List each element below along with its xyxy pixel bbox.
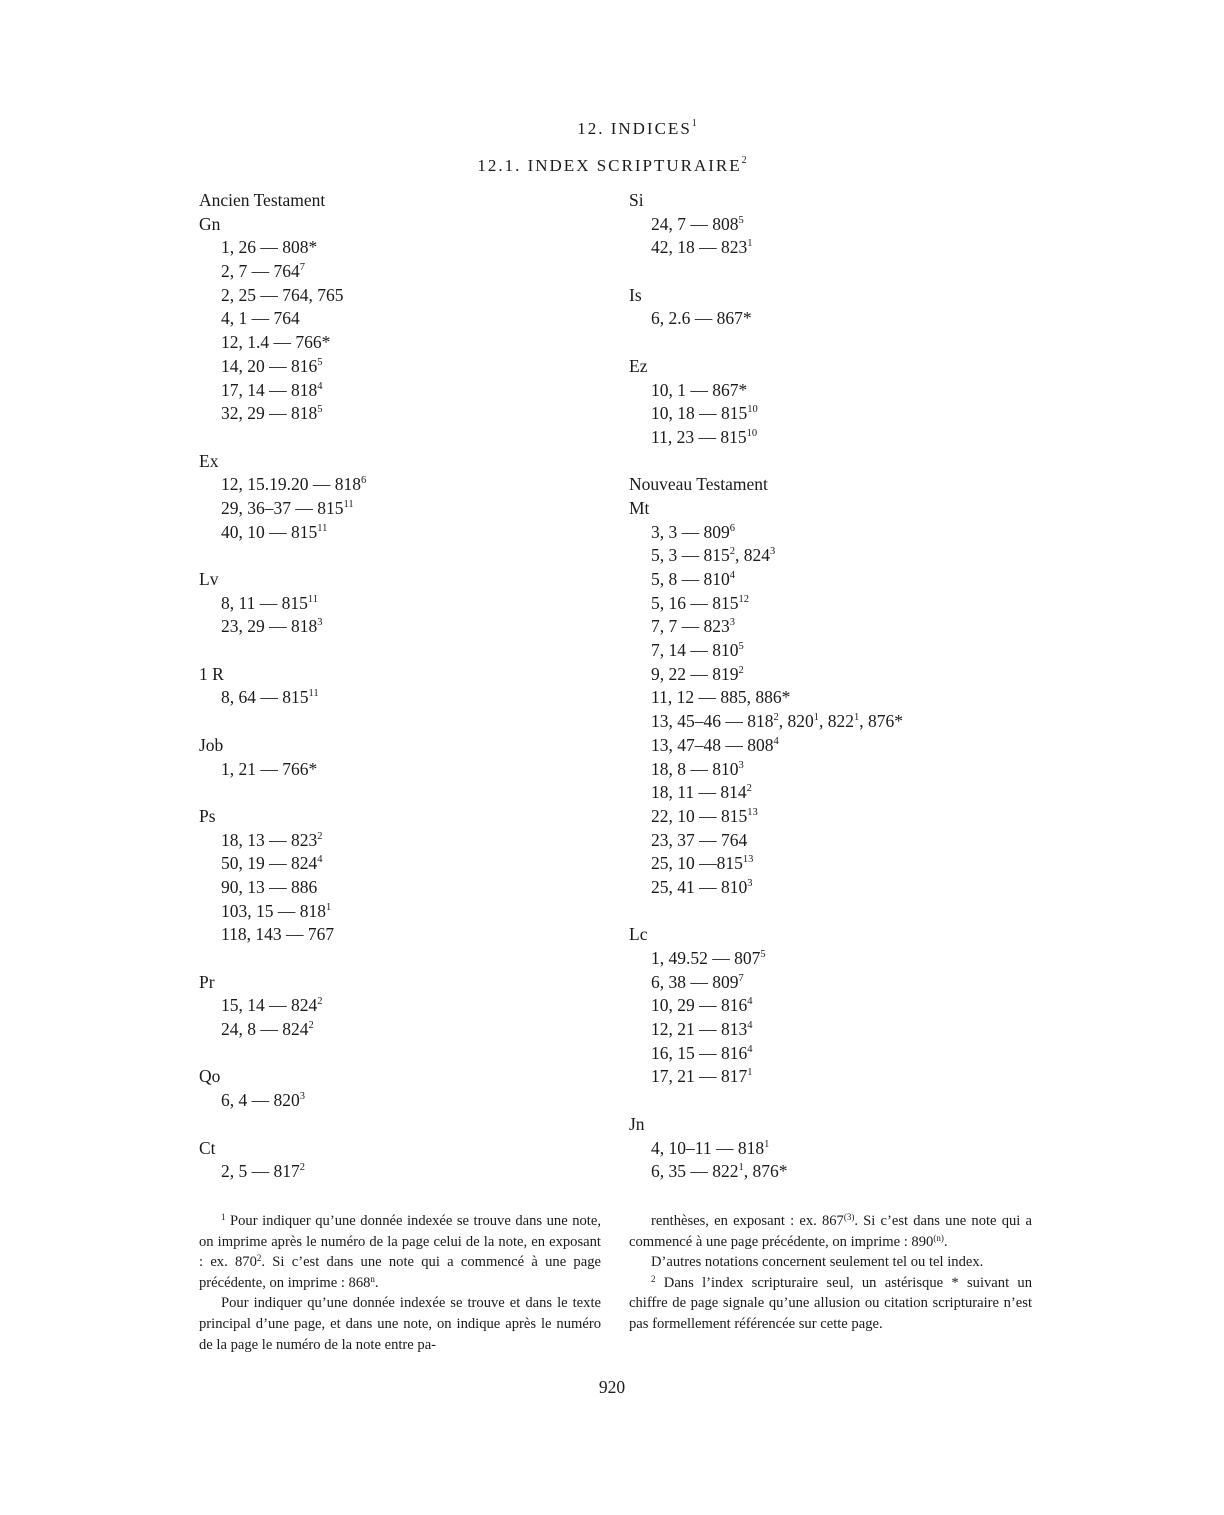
footnote-paragraph: [199, 1211, 601, 1293]
index-entry: [629, 971, 1049, 995]
spacer: [199, 1113, 599, 1137]
entry-text: 11, 12 — 885, 886*: [651, 687, 791, 708]
index-entry: [199, 1160, 599, 1184]
entry-text: Qo: [199, 1066, 221, 1087]
spacer: [199, 1042, 599, 1066]
entry-text: 5, 3 — 815: [651, 545, 730, 566]
footnote-superscript: n: [370, 1273, 375, 1284]
footnote-text: Pour indiquer qu’une donnée indexée se trouve dans une note, on imprime après le numéro de la page celui de la note, en exposant : ex. 870: [199, 1213, 601, 1271]
book-label: [629, 284, 1049, 308]
entry-text: 29, 36–37 — 815: [221, 497, 344, 518]
entry-text: 22, 10 — 815: [651, 805, 748, 826]
entry-text: , 820: [778, 711, 814, 732]
index-entry: [629, 852, 1049, 876]
index-entry: [199, 615, 599, 639]
book-label: [629, 1113, 1049, 1137]
index-entry: [199, 1089, 599, 1113]
note-number: 1: [326, 901, 332, 913]
entry-text: 1 R: [199, 663, 224, 684]
page-number: 920: [598, 1377, 626, 1397]
note-number: 13: [747, 806, 758, 818]
note-number: 2: [299, 1162, 305, 1174]
entry-text: 23, 37 — 764: [651, 829, 748, 850]
entry-text: 24, 7 — 808: [651, 213, 739, 234]
spacer: [199, 544, 599, 568]
note-number: 13: [742, 854, 754, 866]
book-label: [199, 805, 599, 829]
index-entry: [629, 544, 1049, 568]
footnote-text: renthèses, en exposant : ex. 867: [651, 1213, 844, 1229]
note-number: 3: [747, 877, 753, 889]
note-number: 4: [317, 854, 323, 866]
index-entry: [199, 497, 599, 521]
entry-text: 10, 18 — 815: [651, 403, 748, 424]
footnote-paragraph: [629, 1211, 1032, 1252]
index-entry: [629, 758, 1049, 782]
entry-text: 2, 25 — 764, 765: [221, 284, 344, 305]
testament-heading: [629, 473, 1049, 497]
note-number: 10: [747, 404, 758, 416]
book-label: [199, 734, 599, 758]
note-number: 2: [308, 1020, 314, 1032]
index-entry: [199, 307, 599, 331]
note-number: 5: [760, 949, 766, 960]
index-entry: [199, 521, 599, 545]
entry-text: Is: [629, 284, 642, 305]
entry-text: 6, 35 — 822: [651, 1161, 739, 1182]
chapter-title: 12. INDICES: [577, 119, 692, 138]
spacer: [629, 331, 1049, 355]
entry-text: , 876*: [859, 711, 903, 732]
entry-text: , 824: [735, 545, 770, 566]
note-number: 5: [317, 404, 323, 416]
entry-text: 1, 26 — 808*: [221, 237, 318, 258]
index-entry: [199, 852, 599, 876]
index-entry: [629, 686, 1049, 710]
entry-text: 14, 20 — 816: [221, 355, 318, 376]
entry-text: Job: [199, 734, 224, 755]
entry-text: 4, 10–11 — 818: [651, 1137, 765, 1158]
entry-text: 118, 143 — 767: [221, 924, 335, 945]
book-label: [629, 923, 1049, 947]
entry-text: 5, 16 — 815: [651, 592, 739, 613]
index-entry: [629, 402, 1049, 426]
index-entry: [629, 876, 1049, 900]
section-note-ref: 2: [741, 155, 747, 166]
book-label: [629, 189, 1049, 213]
note-number: 3: [317, 617, 323, 629]
spacer: [199, 639, 599, 663]
footnote-text: Dans l’index scripturaire seul, un astérisque * suivant un chiffre de page signale qu’une allusion ou citation scripturaire n’est pas formellement référencée sur cette page.: [629, 1274, 1032, 1332]
footnotes-right: [629, 1211, 1032, 1335]
index-entry: [199, 876, 599, 900]
note-number: 3: [738, 759, 744, 771]
note-number: 11: [343, 498, 354, 510]
entry-text: 18, 11 — 814: [651, 782, 747, 803]
entry-text: 32, 29 — 818: [221, 403, 318, 424]
footnote-text: .: [374, 1274, 379, 1291]
book-label: [199, 450, 599, 474]
entry-text: Ex: [199, 450, 219, 471]
index-entry: [199, 379, 599, 403]
footnote-superscript: (n): [933, 1232, 944, 1243]
note-number: 2: [317, 996, 323, 1008]
footnotes-left: [199, 1211, 601, 1355]
index-entry: [199, 284, 599, 308]
index-entry: [629, 615, 1049, 639]
entry-text: 4, 1 — 764: [221, 308, 300, 329]
spacer: [629, 450, 1049, 474]
footnote-superscript: (3): [843, 1212, 855, 1222]
index-entry: [199, 994, 599, 1018]
chapter-note-ref: 1: [691, 118, 697, 129]
note-number: 4: [747, 996, 753, 1008]
entry-text: Lv: [199, 569, 219, 589]
footnote-text: Pour indiquer qu’une donnée indexée se trouve et dans le texte principal d’une page, et dans une note, on indique après le numéro de la page le numéro de la note entre pa-: [199, 1295, 601, 1353]
note-number: 4: [317, 380, 323, 392]
index-entry: [199, 923, 599, 947]
entry-text: 11, 23 — 815: [651, 426, 747, 447]
footnote-paragraph: [629, 1273, 1032, 1335]
entry-text: 8, 11 — 815: [221, 592, 308, 613]
entry-text: Gn: [199, 213, 221, 234]
spacer: [629, 900, 1049, 924]
entry-text: 10, 1 — 867*: [651, 379, 748, 400]
book-label: [629, 355, 1049, 379]
index-entry: [629, 426, 1049, 450]
note-number: 3: [729, 617, 735, 629]
note-number: 5: [738, 641, 744, 653]
testament-heading: [199, 189, 599, 213]
entry-text: Jn: [629, 1113, 645, 1134]
note-number: 2: [317, 830, 323, 842]
index-entry: [629, 734, 1049, 758]
index-entry: [629, 521, 1049, 545]
note-number: 2: [773, 712, 779, 724]
entry-text: 10, 29 — 816: [651, 995, 748, 1016]
entry-text: 23, 29 — 818: [221, 616, 318, 637]
entry-text: 5, 8 — 810: [651, 569, 730, 589]
index-entry: [629, 592, 1049, 616]
index-entry: [629, 710, 1049, 734]
index-entry: [629, 805, 1049, 829]
entry-text: 12, 21 — 813: [651, 1019, 748, 1040]
note-number: 5: [738, 214, 744, 226]
index-entry: [629, 947, 1049, 971]
spacer: [199, 947, 599, 971]
entry-text: Si: [629, 190, 644, 210]
index-entry: [199, 236, 599, 260]
entry-text: 17, 14 — 818: [221, 379, 318, 400]
note-number: 2: [746, 783, 752, 795]
index-entry: [629, 236, 1049, 260]
index-entry: [629, 568, 1049, 592]
footnote-paragraph: [199, 1293, 601, 1355]
entry-text: 18, 13 — 823: [221, 829, 318, 850]
book-label: [629, 497, 1049, 521]
footnote-paragraph: [629, 1252, 1032, 1273]
entry-text: 12, 15.19.20 — 818: [221, 474, 361, 495]
note-number: 1: [738, 1162, 744, 1174]
entry-text: 9, 22 — 819: [651, 663, 739, 684]
index-entry: [629, 307, 1049, 331]
entry-text: 6, 38 — 809: [651, 971, 739, 992]
index-entry: [199, 758, 599, 782]
entry-text: Nouveau Testament: [629, 474, 768, 495]
index-entry: [629, 994, 1049, 1018]
index-entry: [199, 331, 599, 355]
note-number: 1: [747, 238, 753, 250]
index-entry: [629, 1160, 1049, 1184]
spacer: [199, 426, 599, 450]
section-heading: [0, 155, 1224, 176]
book-label: [199, 213, 599, 237]
index-entry: [199, 900, 599, 924]
entry-text: 16, 15 — 816: [651, 1042, 748, 1063]
note-number: 1: [764, 1138, 770, 1150]
entry-text: 15, 14 — 824: [221, 995, 318, 1016]
note-number: 1: [813, 712, 819, 724]
entry-text: 25, 41 — 810: [651, 876, 748, 897]
note-number: 12: [738, 593, 749, 605]
entry-text: 42, 18 — 823: [651, 237, 748, 258]
entry-text: 90, 13 — 886: [221, 876, 318, 897]
footnote-superscript: 1: [221, 1212, 226, 1222]
note-number: 11: [317, 522, 328, 534]
index-entry: [629, 213, 1049, 237]
note-number: 2: [729, 546, 735, 558]
note-number: 6: [361, 475, 367, 487]
entry-text: , 876*: [743, 1161, 788, 1182]
footnote-text: D’autres notations concernent seulement tel ou tel index.: [651, 1254, 984, 1271]
book-label: [199, 568, 599, 592]
note-number: 1: [854, 712, 860, 724]
book-label: [199, 1065, 599, 1089]
index-column-right: [629, 189, 1049, 1184]
entry-text: 8, 64 — 815: [221, 687, 309, 708]
index-entry: [199, 402, 599, 426]
index-entry: [199, 686, 599, 710]
book-label: [199, 971, 599, 995]
index-entry: [629, 829, 1049, 853]
footnote-text: . Si c’est dans une note qui a commencé à une page précédente, on imprime : 890: [629, 1213, 1032, 1250]
note-number: 4: [729, 570, 735, 581]
entry-text: 103, 15 — 818: [221, 900, 326, 921]
section-title: 12.1. INDEX SCRIPTURAIRE: [477, 156, 742, 175]
index-entry: [629, 1137, 1049, 1161]
note-number: 4: [773, 735, 779, 747]
entry-text: 17, 21 — 817: [651, 1066, 748, 1087]
entry-text: 12, 1.4 — 766*: [221, 332, 331, 353]
note-number: 3: [770, 546, 776, 558]
index-entry: [629, 1042, 1049, 1066]
entry-text: 6, 4 — 820: [221, 1090, 300, 1111]
note-number: 2: [738, 664, 744, 676]
entry-text: Ct: [199, 1137, 216, 1158]
index-entry: [199, 829, 599, 853]
index-entry: [199, 260, 599, 284]
spacer: [629, 260, 1049, 284]
note-number: 4: [747, 1020, 753, 1032]
entry-text: Pr: [199, 971, 215, 992]
entry-text: 6, 2.6 — 867*: [651, 308, 752, 329]
entry-text: Ps: [199, 805, 216, 826]
footnote-superscript: 2: [651, 1273, 656, 1284]
footnote-text: .: [943, 1233, 948, 1250]
entry-text: 1, 49.52 — 807: [651, 948, 761, 968]
index-entry: [199, 1018, 599, 1042]
footnote-text: . Si c’est dans une note qui a commencé à une page précédente, on imprime : 868: [199, 1254, 601, 1291]
entry-text: 3, 3 — 809: [651, 521, 730, 542]
entry-text: 1, 21 — 766*: [221, 758, 318, 779]
entry-text: , 822: [819, 711, 854, 732]
entry-text: Ancien Testament: [199, 190, 326, 210]
spacer: [199, 781, 599, 805]
entry-text: 25, 10 —815: [651, 853, 743, 874]
entry-text: 24, 8 — 824: [221, 1019, 309, 1040]
note-number: 11: [308, 688, 319, 700]
index-entry: [199, 355, 599, 379]
note-number: 6: [729, 522, 735, 534]
index-entry: [629, 1065, 1049, 1089]
entry-text: 13, 47–48 — 808: [651, 734, 774, 755]
index-entry: [629, 663, 1049, 687]
index-entry: [629, 639, 1049, 663]
note-number: 4: [747, 1043, 753, 1055]
entry-text: 2, 5 — 817: [221, 1161, 300, 1182]
note-number: 1: [747, 1067, 753, 1079]
index-entry: [199, 473, 599, 497]
footnote-superscript: 2: [256, 1253, 262, 1264]
entry-text: 7, 14 — 810: [651, 640, 739, 661]
entry-text: Lc: [629, 924, 648, 945]
book-label: [199, 1137, 599, 1161]
index-column-left: [199, 189, 599, 1184]
entry-text: Mt: [629, 497, 650, 518]
entry-text: 50, 19 — 824: [221, 853, 318, 874]
note-number: 7: [738, 972, 744, 984]
index-entry: [629, 379, 1049, 403]
index-entry: [629, 1018, 1049, 1042]
entry-text: 13, 45–46 — 818: [651, 711, 774, 732]
entry-text: 7, 7 — 823: [651, 616, 730, 637]
entry-text: 40, 10 — 815: [221, 521, 318, 542]
entry-text: 2, 7 — 764: [221, 261, 300, 282]
index-entry: [199, 592, 599, 616]
entry-text: Ez: [629, 355, 648, 376]
note-number: 11: [307, 593, 318, 605]
note-number: 5: [317, 356, 323, 368]
spacer: [199, 710, 599, 734]
entry-text: 18, 8 — 810: [651, 758, 739, 779]
index-entry: [629, 781, 1049, 805]
chapter-heading: [0, 118, 1224, 139]
note-number: 10: [746, 427, 758, 439]
note-number: 3: [299, 1091, 305, 1103]
book-label: [199, 663, 599, 687]
spacer: [629, 1089, 1049, 1113]
note-number: 7: [299, 262, 305, 274]
